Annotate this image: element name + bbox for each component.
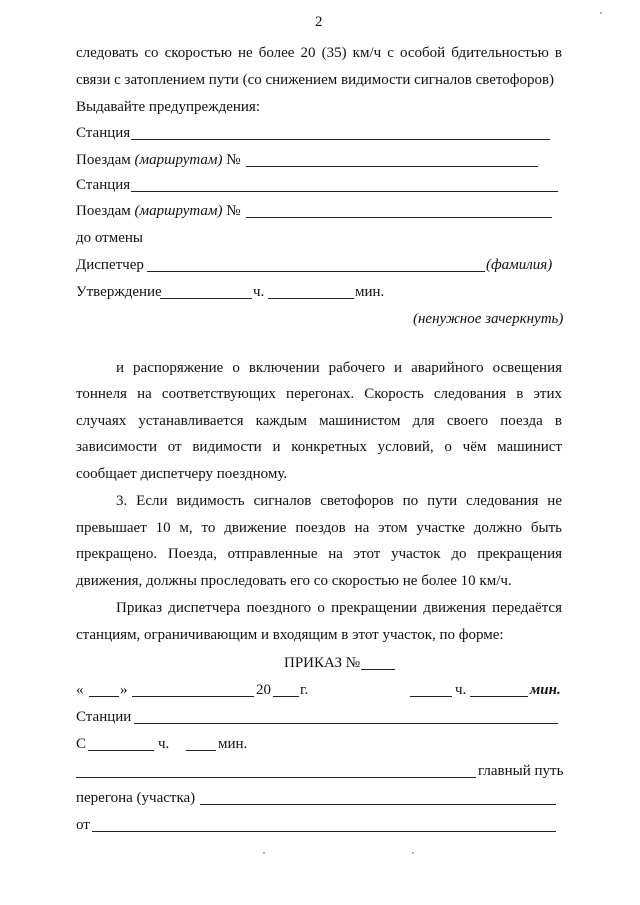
dispatcher-label: Диспетчер <box>76 257 144 273</box>
approval-hours-field[interactable] <box>160 298 252 299</box>
p2-line-2: превышает 10 м, то движение поездов на этом участке должно быть <box>76 520 562 536</box>
year-field[interactable] <box>273 696 299 697</box>
p1-line-4: зависимости от видимости и конкретных условий, о чём машинист <box>76 439 562 455</box>
year-prefix: 20 <box>256 682 271 698</box>
p1-line-1: и распоряжение о включении рабочего и аварийного освещения <box>116 360 562 376</box>
trains-field-1[interactable] <box>246 166 538 167</box>
quote-open: « <box>76 682 84 698</box>
from-label: С <box>76 736 87 752</box>
p3-line-2: станциям, ограничивающим и входящим в этот участок, по форме: <box>76 627 504 643</box>
trains-row-1 <box>76 152 241 169</box>
order-number-field[interactable] <box>361 669 395 670</box>
from-minutes-field[interactable] <box>186 750 216 751</box>
hours-label-3: ч. <box>158 736 170 752</box>
p3-line-1: Приказ диспетчера поездного о прекращении движения передаётся <box>116 600 562 616</box>
surname-label: (фамилия) <box>486 257 553 273</box>
trains-row-2 <box>76 203 241 220</box>
trains-label: Поездам <box>76 152 131 168</box>
stations-label: Станции <box>76 709 132 725</box>
from-station-label: от <box>76 817 90 833</box>
p1-line-2: тоннеля на соответствующих перегонах. Скорость следования в этих <box>76 386 562 402</box>
p1-line-5: сообщает диспетчеру поездному. <box>76 466 288 482</box>
year-suffix: г. <box>300 682 309 698</box>
approval-minutes-field[interactable] <box>268 298 354 299</box>
hours-label-2: ч. <box>455 682 467 698</box>
strike-note: (ненужное зачеркнуть) <box>413 311 564 327</box>
minutes-label-1: мин. <box>355 284 385 300</box>
minutes-label-3: мин. <box>218 736 248 752</box>
stations-field[interactable] <box>134 723 558 724</box>
until-cancel-text: до отмены <box>76 230 143 246</box>
routes-label: (маршрутам) <box>134 152 223 168</box>
form1-line-3: Выдавайте предупреждения: <box>76 99 260 115</box>
day-field[interactable] <box>89 696 119 697</box>
form1-line-1: следовать со скоростью не более 20 (35) км/ч с особой бдительностью в <box>76 45 562 61</box>
trains-label: Поездам <box>76 203 131 219</box>
order-title: ПРИКАЗ № <box>284 655 361 671</box>
approval-label: Утверждение <box>76 284 162 300</box>
minutes-label-2: мин. <box>530 682 561 698</box>
form1-line-2: связи с затоплением пути (со снижением видимости сигналов светофоров) <box>76 72 555 88</box>
hours-label-1: ч. <box>253 284 265 300</box>
station-label-2: Станция <box>76 177 131 193</box>
section-label: перегона (участка) <box>76 790 196 806</box>
number-sign: № <box>226 203 241 219</box>
station-field-1[interactable] <box>131 139 550 140</box>
number-sign: № <box>226 152 241 168</box>
scan-speck <box>600 12 602 14</box>
page-number: 2 <box>315 14 323 30</box>
station-field-2[interactable] <box>131 191 558 192</box>
trains-field-2[interactable] <box>246 217 552 218</box>
p2-line-3: прекращено. Поезда, отправленные на этот участок до прекращения <box>76 546 562 562</box>
routes-label: (маршрутам) <box>134 203 223 219</box>
scan-speck <box>412 852 414 854</box>
dispatcher-field[interactable] <box>147 271 485 272</box>
p1-line-3: случаях устанавливается каждым машинистом для своего поезда в <box>76 413 562 429</box>
p2-line-4: движения, должны проследовать его со скоростью не более 10 км/ч. <box>76 573 512 589</box>
order-hours-field[interactable] <box>410 696 452 697</box>
from-hours-field[interactable] <box>88 750 154 751</box>
month-field[interactable] <box>132 696 254 697</box>
main-track-field[interactable] <box>76 777 476 778</box>
main-track-label: главный путь <box>478 763 564 779</box>
section-field[interactable] <box>200 804 556 805</box>
scan-speck <box>263 852 265 854</box>
order-minutes-field[interactable] <box>470 696 528 697</box>
quote-close: » <box>120 682 128 698</box>
from-station-field[interactable] <box>92 831 556 832</box>
p2-line-1: 3. Если видимость сигналов светофоров по пути следования не <box>116 493 562 509</box>
station-label-1: Станция <box>76 125 131 141</box>
